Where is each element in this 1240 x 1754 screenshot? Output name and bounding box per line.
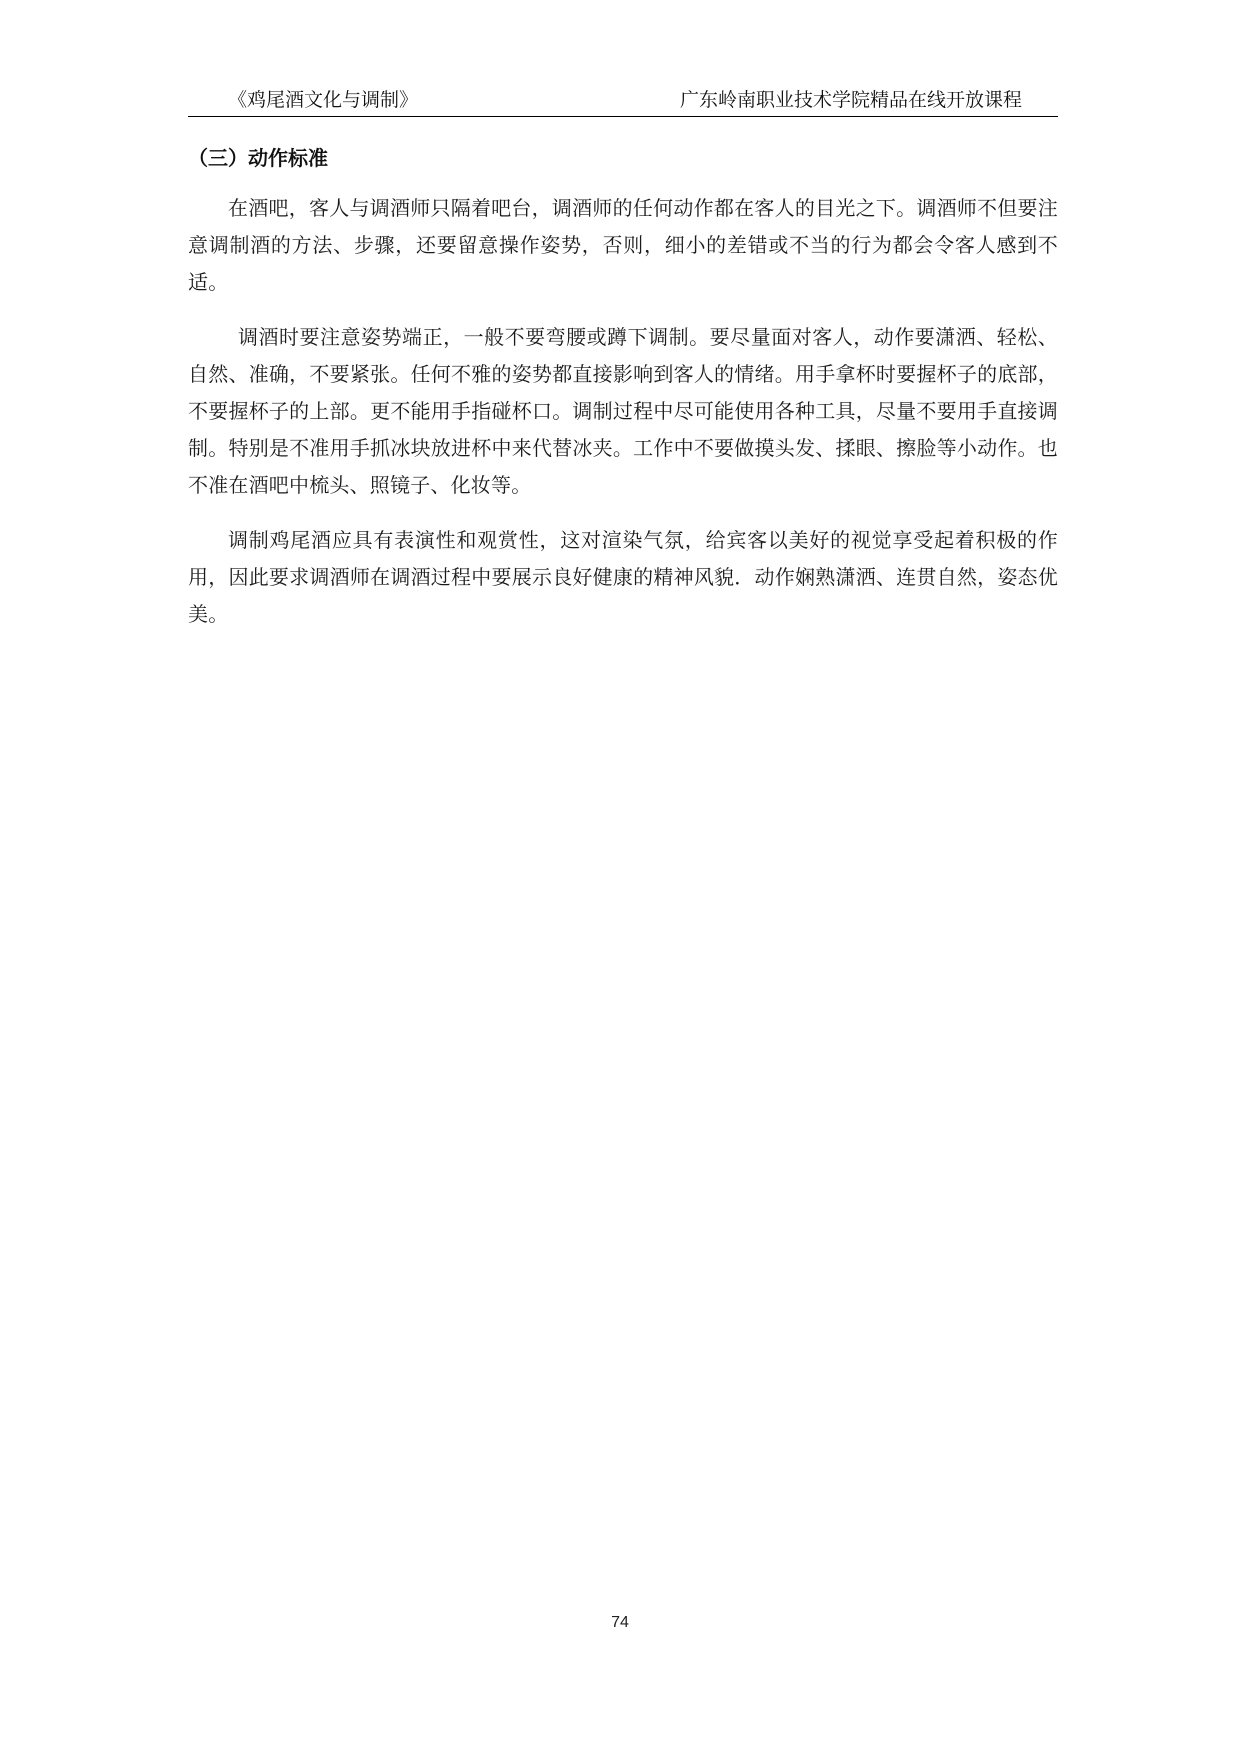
paragraph-performance: 调制鸡尾酒应具有表演性和观赏性，这对渲染气氛，给宾客以美好的视觉享受起着积极的作用，因此要求调酒师在调酒过程中要展示良好健康的精神风貌．动作娴熟潇洒、连贯自然，姿态优美。: [188, 528, 1058, 626]
page-content: [188, 142, 1058, 651]
book-title: 《鸡尾酒文化与调制》: [228, 90, 419, 111]
course-name: 广东岭南职业技术学院精品在线开放课程: [679, 90, 1022, 111]
paragraph-bar-visibility: 在酒吧，客人与调酒师只隔着吧台，调酒师的任何动作都在客人的目光之下。调酒师不但要注意调制酒的方法、步骤，还要留意操作姿势，否则，细小的差错或不当的行为都会令客人感到不适。: [188, 196, 1058, 294]
paragraph-posture-rules: 调酒时要注意姿势端正，一般不要弯腰或蹲下调制。要尽量面对客人，动作要潇洒、轻松、自然、准确，不要紧张。任何不雅的姿势都直接影响到客人的情绪。用手拿杯时要握杯子的底部，不要握杯子的上部。更不能用手指碰杯口。调制过程中尽可能使用各种工具，尽量不要用手直接调制。特别是不准用手抓冰块放进杯中来代替冰夹。工作中不要做摸头发、揉眼、擦脸等小动作。也不准在酒吧中梳头、照镜子、化妆等。: [188, 325, 1058, 497]
section-heading: （三）动作标准: [188, 146, 328, 170]
page-number: 74: [611, 1614, 629, 1631]
page-header: [188, 86, 1058, 117]
